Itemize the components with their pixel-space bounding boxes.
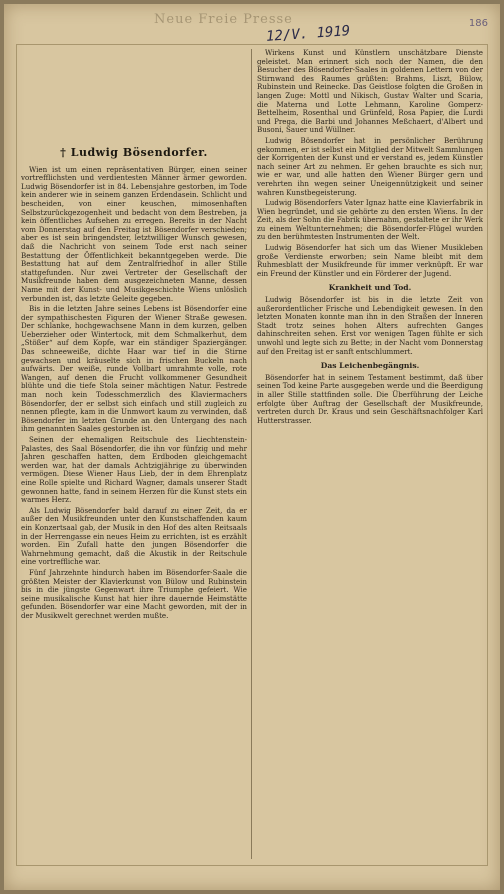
handwritten-date: 12/V. 1919 bbox=[265, 23, 351, 45]
paragraph: Fünf Jahrzehnte hindurch haben im Bösendorfer-Saale die größten Meister der Klavierkunst von Bülow und Rubinstein bis in die jüngste Gegenwart ihre Triumphe gefeiert. Wie seine musikalische Kunst hat hier ihre dauernde Heimstätte gefunden. Bösendorfer war eine Macht geworden, mit der in der Musikwelt gerechnet werden mußte. bbox=[21, 567, 247, 620]
paragraph: Wien ist um einen repräsentativen Bürger, einen seiner vortrefflichsten und verdientesten Männer ärmer geworden. Ludwig Bösendorfer ist in 84. Lebensjahre gestorben, im Tode kein anderer wie in seinem ganzen Erdendasein. Schlicht und bescheiden, von einer keuschen, mimosenhaften Selbstzurückgezogenheit und bedacht von dem Bestreben, ja kein öffentliches Aufsehen zu erregen. Bereits in der Nacht vom Donnerstag auf den Freitag ist Bösendorfer verschieden; aber es ist sein bringendster, letztwilliger Wunsch gewesen, daß die Nachricht von seinem Tode erst nach seiner Bestattung der Öffentlichkeit bekanntgegeben werde. Die Bestattung hat auf dem Zentralfriedhof in aller Stille stattgefunden. Nur zwei Vertreter der Gesellschaft der Musikfreunde haben dem ausgezeichneten Manne, dessen Name mit der Kunst- und Musikgeschichte Wiens unlöslich verbunden ist, das letzte Geleite gegeben. bbox=[21, 164, 247, 303]
paragraph: Ludwig Bösendorfer ist bis in die letzte Zeit von außerordentlicher Frische und Lebendigkeit gewesen. In den letzten Monaten konnte man ihn in den Straßen der Inneren Stadt trotz seines hohen Alters aufrechten Ganges dahinschreiten sehen. Erst vor wenigen Tagen fühlte er sich unwohl und legte sich zu Bette; in der Nacht vom Donnerstag auf den Freitag ist er sanft entschlummert. bbox=[257, 295, 483, 356]
paragraph: Ludwig Bösendorfer hat sich um das Wiener Musikleben große Verdienste erworben; sein Name bleibt mit dem Ruhmesblatt der Musikfreunde für immer verknüpft. Er war ein Freund der Künstler und ein Förderer der Jugend. bbox=[257, 243, 483, 278]
paragraph: Bösendorfer hat in seinem Testament bestimmt, daß über seinen Tod keine Parte ausgegeben werde und die Beerdigung in aller Stille stattfinden solle. Die Überführung der Leiche erfolgte über Auftrag der Gesellschaft der Musikfreunde, vertreten durch Dr. Kraus und sein Geschäftsnachfolger Karl Hutterstrasser. bbox=[257, 372, 483, 425]
paragraph: Bis in die letzten Jahre seines Lebens ist Bösendorfer eine der sympathischesten Figuren der Wiener Straße gewesen. Der schlanke, hochgewachsene Mann in dem kurzen, gelben Ueberzieher oder Wintertock, mit dem Schmalkerhut, dem „Stößer“ auf dem Kopfe, war ein ständiger Spaziergänger. Das schneeweiße, dichte Haar war tief in die Stirne gewachsen und kräuselte sich in frischen Buckeln nach aufwärts. Der weiße, runde Vollbart umrahmte volle, rote Wangen, auf denen die Frucht vollkommener Gesundheit blühte und die tiefe Stola seiner mächtigen Natur. Festrede man noch kein Todesschmerzlich des Klaviermachers Bösendorfer, der er selbst sich einfach und still zugleich zu nennen pflegte, kam in die Unmwort kaum zu verwinden, daß Bösendorfer im letzten Grunde an den Untergang des nach ihm genannten Saales gestorben ist. bbox=[21, 304, 247, 434]
column-divider bbox=[251, 49, 252, 859]
right-column bbox=[257, 49, 483, 859]
clipping-sheet bbox=[4, 4, 500, 890]
paragraph: Wirkens Kunst und Künstlern unschätzbare Dienste geleistet. Man erinnert sich noch der Namen, die den Besucher des Bösendorfer-Saales in goldenen Lettern von der Stirnwand des Raumes grüßten: Brahms, Liszt, Bülow, Rubinstein und Reinecke. Das Geistlose folgten die Großen in langen Zuge: Mottl und Nikisch, Gustav Walter und Scaria, die Materna und Lotte Lehmann, Karoline Gomperz-Bettelheim, Rosenthal und Grünfeld, Rosa Papier, die Lurdi und Prega, die Barbi und Johannes Meßchaert, d'Albert und Busoni, Sauer und Wüllner. bbox=[257, 49, 483, 135]
paragraph: Ludwig Bösendorfers Vater Ignaz hatte eine Klavierfabrik in Wien begründet, und sie gehörte zu den ersten Wiens. In der Zeit, als der Sohn die Fabrik übernahm, gestaltete er ihr Werk zu einem Weltunternehmen; die Bösendorfer-Flügel wurden zu den berühmtesten Instrumenten der Welt. bbox=[257, 198, 483, 242]
section-heading-funeral: Das Leichenbegängnis. bbox=[320, 361, 420, 371]
newspaper-clipping bbox=[16, 44, 488, 866]
paragraph: Als Ludwig Bösendorfer bald darauf zu einer Zeit, da er außer den Musikfreunden unter den Kunstschaffenden kaum ein Konzertsaal gab, der Musik in den Hof des alten Reitsaals in der Herrengasse ein neues Heim zu errichten, ist es erzählt worden. Ein Zufall hatte den jungen Bösendorfer die Wahrnehmung gemacht, daß die Akustik in der Reitschule eine vortreffliche war. bbox=[21, 505, 247, 567]
section-heading-illness: Krankheit und Tod. bbox=[328, 283, 412, 293]
masthead: Neue Freie Presse bbox=[154, 12, 293, 27]
archive-number: 186 bbox=[468, 18, 488, 29]
article-title: † Ludwig Bösendorfer. bbox=[60, 146, 208, 159]
paragraph: Seinen der ehemaligen Reitschule des Liechtenstein-Palastes, des Saal Bösendorfer, die ihn vor fünfzig und mehr Jahren geschaffen hatten, dem Erdboden gleichgemacht werden war, hat der damals Achtzigjährige zu überwinden vermögen. Diese Wiener Haus Lieb, der in dem Ehrenplatz eine Rolle spielte und Richard Wagner, damals unserer Stadt gewonnen hatte, fand in seinem Herzen für die Kunst stets ein warmes Herz. bbox=[21, 435, 247, 505]
left-column bbox=[21, 49, 247, 859]
paragraph: Ludwig Bösendorfer hat in persönlicher Berührung gekommen, er ist selbst ein Mitglied der Mitwelt Sammlungen der Korrigenten der Kunst und er verstand es, jedem Künstler nach seiner Art zu nehmen. Er gehen brauchte es sich nur, wie er war, und alle hatten den Wiener Bürger gern und verehrten ihn wegen seiner Uneigennützigkeit und seiner wahren Kunstbegeisterung. bbox=[257, 135, 483, 197]
page-header bbox=[4, 10, 500, 45]
